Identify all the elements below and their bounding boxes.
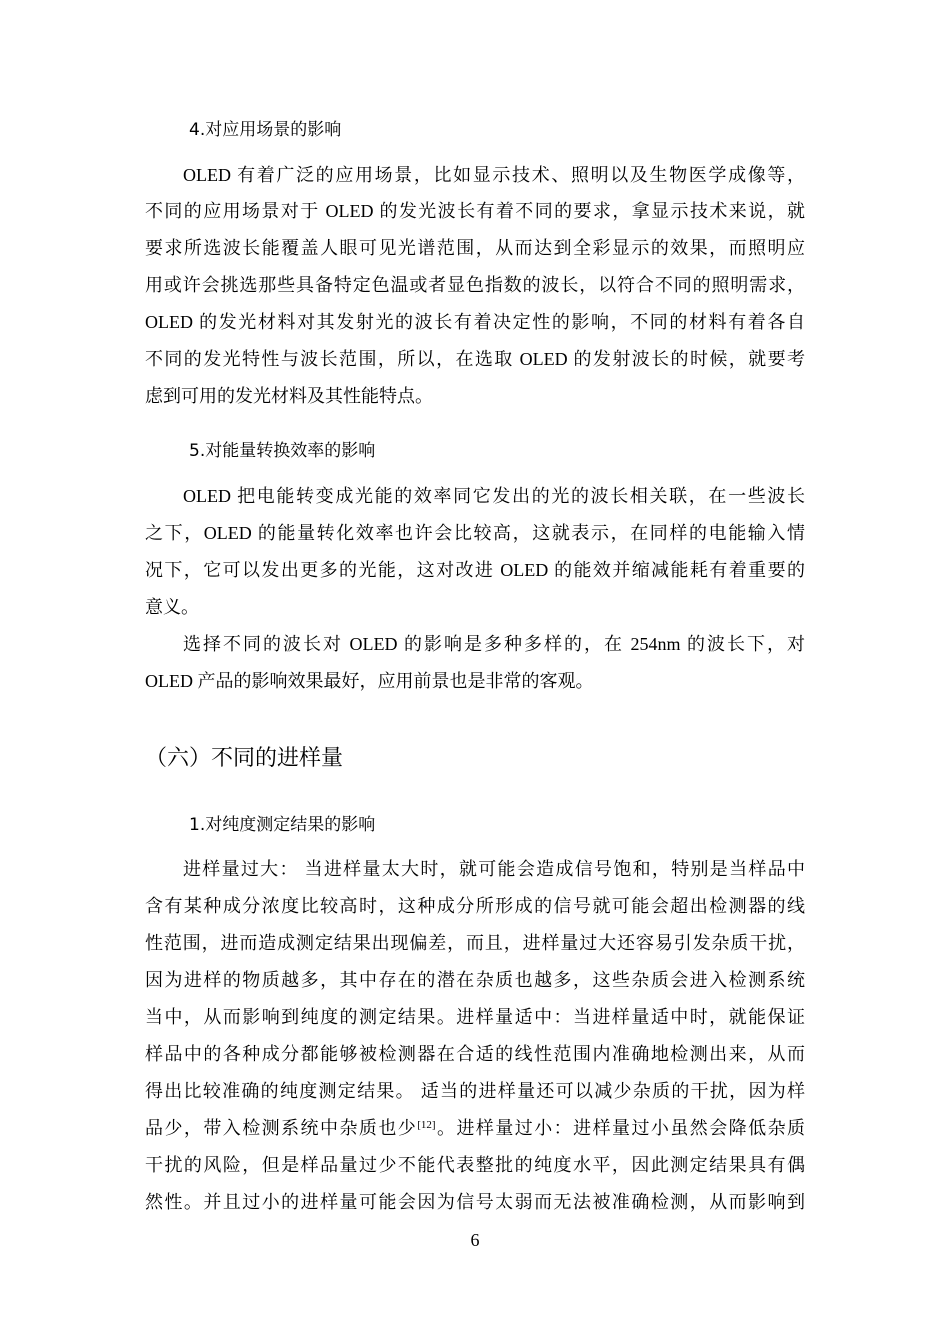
text-span: 品少，带入检测系统中杂质也少: [145, 1118, 418, 1138]
text-line: 不同的发光特性与波长范围，所以，在选取 OLED 的发射波长的时候，就要考: [145, 349, 805, 369]
text-line: 样品中的各种成分都能够被检测器在合适的线性范围内准确地检测出来，从而: [145, 1044, 805, 1064]
page-number: 6: [470, 1230, 480, 1250]
text-line: 当中，从而影响到纯度的测定结果。进样量适中：当进样量适中时，就能保证: [145, 1007, 805, 1027]
subheading-application-scenarios: 4.对应用场景的影响: [189, 120, 342, 140]
text-line: 虑到可用的发光材料及其性能特点。: [145, 386, 433, 406]
text-line: 进样量过大： 当进样量太大时，就可能会造成信号饱和，特别是当样品中: [183, 859, 805, 879]
text-line: 干扰的风险，但是样品量过少不能代表整批的纯度水平，因此测定结果具有偶: [145, 1155, 805, 1175]
text-line: 得出比较准确的纯度测定结果。 适当的进样量还可以减少杂质的干扰，因为样: [145, 1081, 805, 1101]
citation-reference[interactable]: [12]: [417, 1119, 436, 1131]
text-line: 性范围，进而造成测定结果出现偏差，而且，进样量过大还容易引发杂质干扰，: [145, 933, 805, 953]
text-line: 含有某种成分浓度比较高时，这种成分所形成的信号就可能会超出检测器的线: [145, 896, 805, 916]
text-line: 用或许会挑选那些具备特定色温或者显色指数的波长，以符合不同的照明需求，: [145, 275, 805, 295]
text-span: 。进样量过小：进样量过小虽然会降低杂质: [435, 1118, 806, 1138]
text-line: OLED 有着广泛的应用场景，比如显示技术、照明以及生物医学成像等，: [183, 165, 805, 185]
text-line: OLED 把电能转变成光能的效率同它发出的光的波长相关联，在一些波长: [183, 486, 805, 506]
section-heading: （六）不同的进样量: [145, 746, 344, 771]
text-line: 况下，它可以发出更多的光能，这对改进 OLED 的能效并缩减能耗有着重要的: [145, 560, 805, 580]
text-line: OLED 产品的影响效果最好，应用前景也是非常的客观。: [145, 671, 594, 691]
text-line: 因为进样的物质越多，其中存在的潜在杂质也越多，这些杂质会进入检测系统: [145, 970, 805, 990]
text-line: 意义。: [145, 597, 199, 617]
text-line: 之下，OLED 的能量转化效率也许会比较高，这就表示，在同样的电能输入情: [145, 523, 805, 543]
text-line: 不同的应用场景对于 OLED 的发光波长有着不同的要求，拿显示技术来说，就: [145, 201, 805, 221]
subheading-energy-efficiency: 5.对能量转换效率的影响: [189, 441, 376, 461]
text-line-with-citation: [145, 1116, 805, 1140]
text-line: 然性。并且过小的进样量可能会因为信号太弱而无法被准确检测，从而影响到: [145, 1192, 805, 1212]
text-line: 要求所选波长能覆盖人眼可见光谱范围，从而达到全彩显示的效果，而照明应: [145, 238, 805, 258]
text-line: 选择不同的波长对 OLED 的影响是多种多样的，在 254nm 的波长下，对: [183, 634, 805, 654]
text-line: OLED 的发光材料对其发射光的波长有着决定性的影响，不同的材料有着各自: [145, 312, 805, 332]
subheading-purity-results: 1.对纯度测定结果的影响: [189, 815, 376, 835]
